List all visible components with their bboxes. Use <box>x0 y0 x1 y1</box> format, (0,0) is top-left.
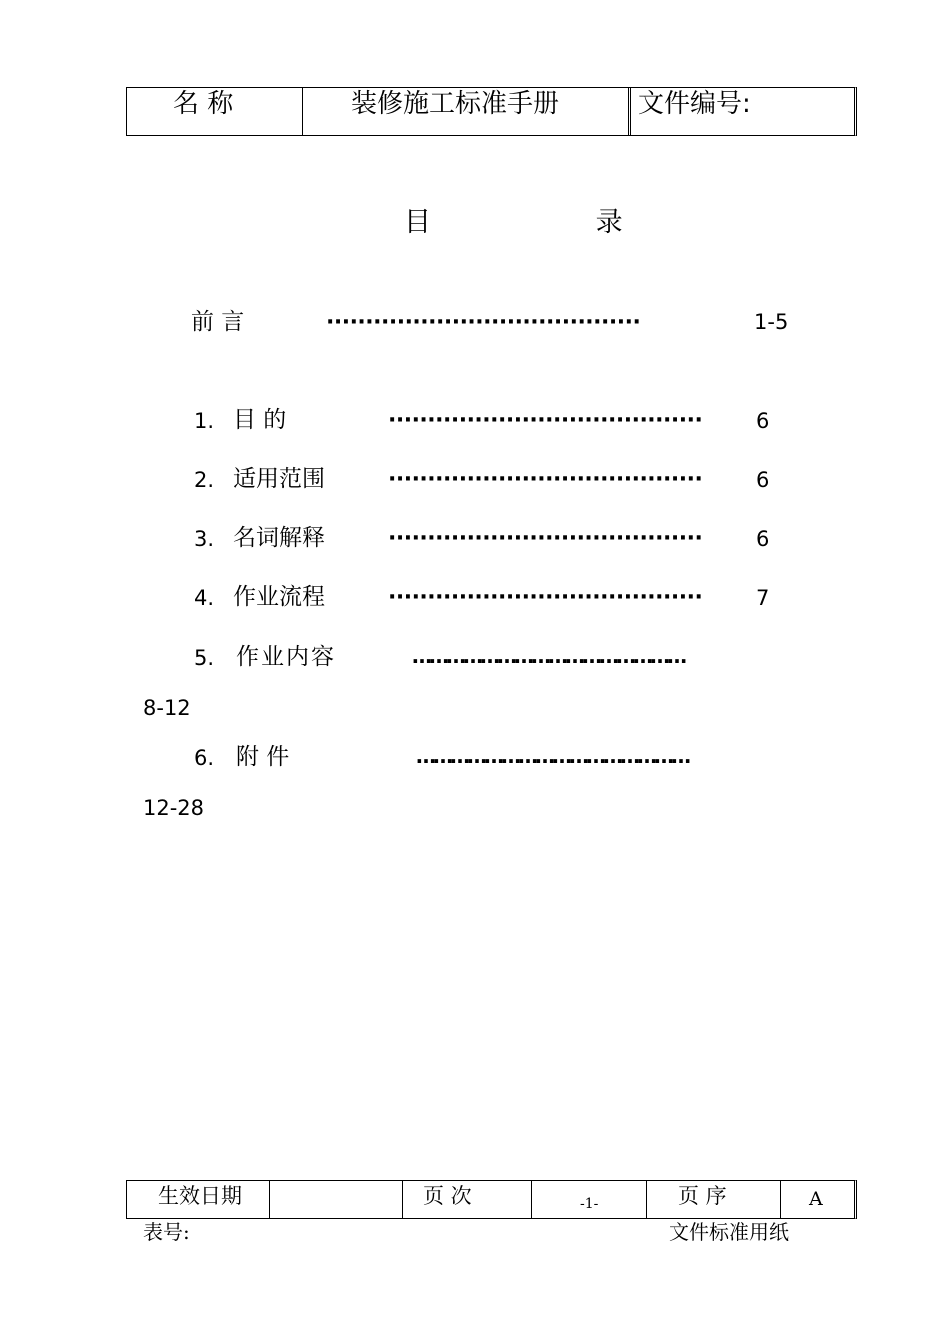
footer-effective-date-label-cell <box>127 1181 270 1218</box>
toc-item-6-label: 附 件 <box>236 744 290 770</box>
footer-page-label-cell <box>403 1181 532 1218</box>
toc-item-5-page: 8-12 <box>143 696 191 720</box>
footer-page-value-cell <box>532 1181 647 1218</box>
toc-item-3-label: 名词解释 <box>233 525 325 551</box>
page-label: 页 次 <box>423 1184 472 1208</box>
toc-item-2-leader: ········································ <box>388 467 703 492</box>
toc-item-3-leader: ········································ <box>388 526 703 551</box>
document-title: 装修施工标准手册 <box>351 89 560 119</box>
effective-date-label: 生效日期 <box>158 1184 242 1208</box>
header-file-no-cell <box>631 88 854 135</box>
form-number-label: 表号: <box>143 1220 190 1244</box>
header-name-cell <box>127 88 303 135</box>
header-name-label: 名 称 <box>173 89 234 119</box>
toc-item-1-label: 目 的 <box>233 407 287 433</box>
toc-item-5-number: 5. <box>194 646 215 670</box>
toc-item-2-page: 6 <box>756 468 770 492</box>
toc-item-2-number: 2. <box>194 468 215 492</box>
toc-item-4-number: 4. <box>194 586 215 610</box>
file-number-label: 文件编号: <box>638 89 751 119</box>
sequence-label: 页 序 <box>678 1184 727 1208</box>
toc-item-1-number: 1. <box>194 409 215 433</box>
toc-item-4-page: 7 <box>756 586 770 610</box>
toc-item-3-number: 3. <box>194 527 215 551</box>
toc-preface-leader: ········································ <box>326 310 641 335</box>
toc-item-6-page: 12-28 <box>143 796 205 820</box>
standard-paper-label: 文件标准用纸 <box>669 1220 789 1244</box>
sequence-value: A <box>809 1188 823 1210</box>
toc-item-2-label: 适用范围 <box>233 466 325 492</box>
toc-item-6-number: 6. <box>194 746 215 770</box>
footer-table <box>126 1180 857 1219</box>
toc-preface-label: 前 言 <box>191 309 245 335</box>
toc-item-4-label: 作业流程 <box>233 584 325 610</box>
toc-item-6-leader: ………………………………………… <box>416 744 688 768</box>
toc-item-5-leader: ………………………………………… <box>412 644 684 668</box>
toc-heading: 目 录 <box>404 207 701 238</box>
toc-preface-page: 1-5 <box>754 310 789 334</box>
header-title-cell <box>303 88 631 135</box>
footer-sequence-label-cell <box>647 1181 781 1218</box>
toc-item-3-page: 6 <box>756 527 770 551</box>
toc-item-1-leader: ········································ <box>388 408 703 433</box>
footer-sequence-value-cell <box>781 1181 854 1218</box>
toc-item-5-label: 作业内容 <box>236 644 336 670</box>
toc-item-4-leader: ········································ <box>388 585 703 610</box>
page-number: -1- <box>580 1196 599 1212</box>
footer-effective-date-value-cell <box>270 1181 403 1218</box>
header-table <box>126 87 857 136</box>
toc-item-1-page: 6 <box>756 409 770 433</box>
